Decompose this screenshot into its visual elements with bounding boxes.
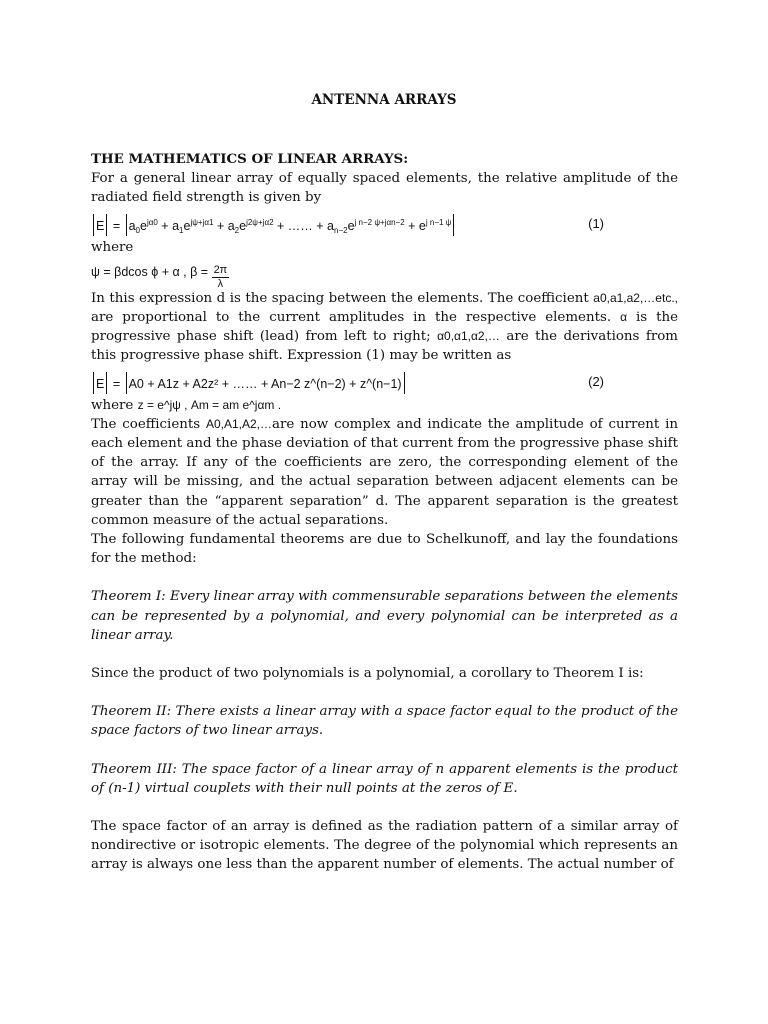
equation-1-number: (1) — [588, 215, 604, 231]
paragraph-complex-coefficients: The coefficients A0,A1,A2,…are now complex and indicate the amplitude of current in each element and the phase deviation of that current from the progressive phase shift of the array. If any of the coefficients are zero, the corresponding element of the array will be missing, and the actual separation between adjacent elements can be greater than the “apparent separation” d. The apparent separation is the greatest common measure of the actual separations. — [91, 416, 679, 528]
theorem-2: Theorem II: There exists a linear array with a space factor equal to the product of the space factors of two linear arrays. — [91, 704, 678, 739]
equation-2-number: (2) — [588, 373, 604, 389]
paragraph-corollary: Since the product of two polynomials is a polynomial, a corollary to Theorem I is: — [91, 666, 644, 682]
paragraph-space-factor: The space factor of an array is defined as the radiation pattern of a similar array of nondirective or isotropic elements. The degree of the polynomial which represents an array is always one less than the apparent number of elements. The actual number of — [91, 819, 678, 873]
equation-1 — [91, 208, 678, 238]
paragraph-intro: For a general linear array of equally spaced elements, the relative amplitude of the radiated field strength is given by — [91, 171, 678, 206]
equation-psi-left: ψ = βdcos ϕ + α , β = — [91, 264, 209, 279]
paragraph-theorems-intro: The following fundamental theorems are due to Schelkunoff, and lay the foundations for the method: — [91, 532, 678, 567]
document-title: ANTENNA ARRAYS — [311, 92, 457, 108]
document-body — [91, 150, 678, 875]
theorem-3: Theorem III: The space factor of a linear array of n apparent elements is the product of (n-1) virtual couplets with their null points at the zeros of E. — [91, 761, 678, 796]
where-line-2: where z = e^jψ , Am = am e^jαm . — [91, 397, 282, 413]
equation-1-body: $E = a_0e^{j\alpha 0} + a_1e^{j\psi+j\alpha 1} + a_2e^{j2\psi+j\alpha 2}$ + …… + $a_{n-2}e^{j n-2 \psi+j\alpha n-2} + e^{j n-1 \psi}$ — [91, 214, 456, 236]
theorem-1: Theorem I: Every linear array with commensurable separations between the elements can be represented by a polynomial, and every polynomial can be interpreted as a linear array. — [91, 589, 678, 643]
equation-2-body: A0 + A1z + A2z² + …… + An−2 z^(n−2) + z^(n−1) — [128, 376, 402, 391]
equation-beta-fraction: $\frac{2\pi}{\lambda}$ — [213, 263, 228, 290]
paragraph-coefficients: In this expression d is the spacing between the elements. The coefficient a0,a1,a2,…etc., are proportional to the current amplitudes in the respective elements. α is the progressive phase shift (lead) from left to right; α0,α1,α2,… are the derivations from this progressive phase shift. Expression (1) may be written as — [91, 290, 679, 364]
equation-psi — [91, 257, 678, 289]
equation-2: E = A0 + A1z + A2z² + …… + An−2 z^(n−2) + z^(n−1) (2) — [91, 366, 678, 396]
section-heading: THE MATHEMATICS OF LINEAR ARRAYS: — [91, 151, 409, 167]
where-label-1: where — [91, 239, 134, 255]
